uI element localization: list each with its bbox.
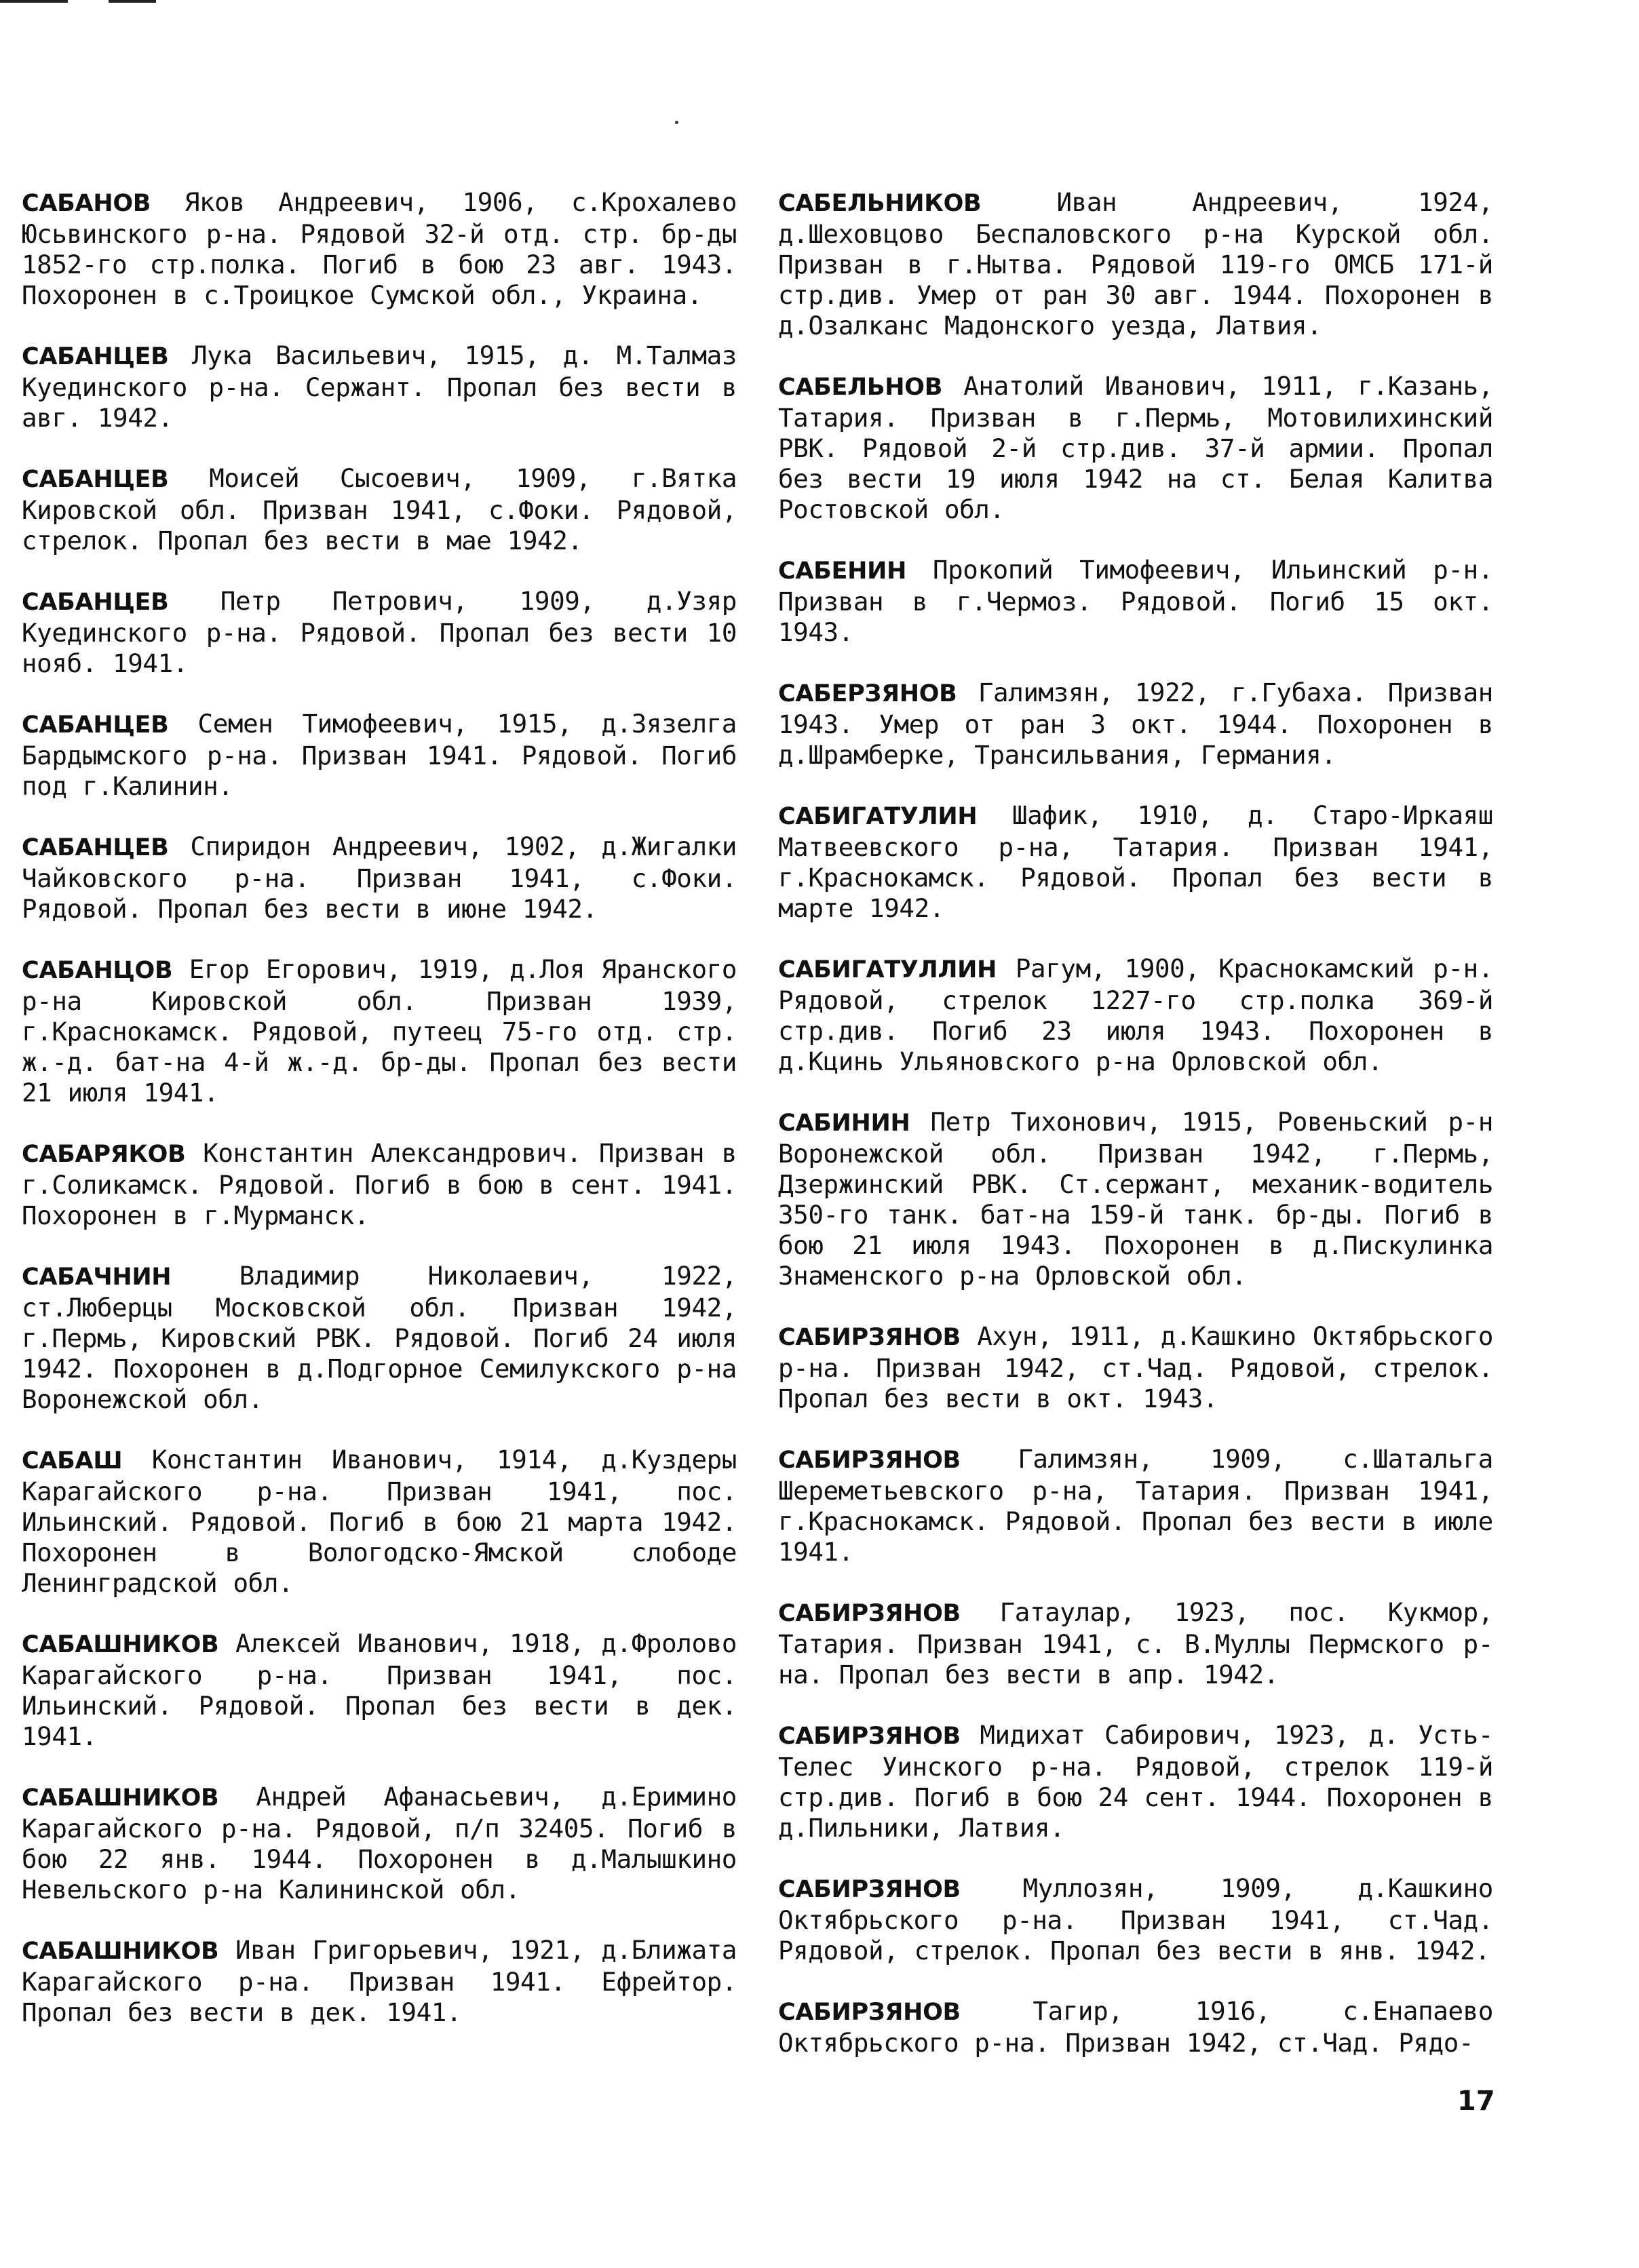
entry-surname: САБИГАТУЛЛИН — [778, 956, 997, 983]
entry-text: Моисей Сысоевич, 1909, г.Вятка Кировской обл. Призван 1941, с.Фоки. Рядовой, стрелок. Пропал без вести в мае 1942. — [22, 463, 737, 555]
entry-surname: САБИГАТУЛИН — [778, 802, 978, 830]
entry-surname: САБЕРЗЯНОВ — [778, 680, 957, 707]
entry-text: Ахун, 1911, д.Кашкино Октябрьского р-на. Призван 1942, ст.Чад. Рядовой, стрелок. Пропал без вести в окт. 1943. — [778, 1321, 1494, 1413]
memorial-entry — [778, 1444, 1493, 1567]
right-column — [778, 161, 1493, 2088]
entry-surname: САБАШНИКОВ — [22, 1630, 219, 1658]
entry-text: Андрей Афанасьевич, д.Еримино Карагайского р-на. Рядовой, п/п 32405. Погиб в бою 22 янв. 1944. Похоронен в д.Малышкино Невельского р-на Калининской обл. — [22, 1781, 737, 1904]
entry-surname: САБИРЗЯНОВ — [778, 1998, 961, 2026]
entry-text: Спиридон Андреевич, 1902, д.Жигалки Чайковского р-на. Призван 1941, с.Фоки. Рядовой. Пропал без вести в июне 1942. — [22, 831, 737, 924]
entry-surname: САБЕЛЬНОВ — [778, 373, 943, 401]
memorial-entry — [22, 1935, 737, 2028]
entry-text: Алексей Иванович, 1918, д.Фролово Карагайского р-на. Призван 1941, пос. Ильинский. Рядовой. Пропал без вести в дек. 1941. — [22, 1628, 737, 1751]
entry-text: Рагум, 1900, Краснокамский р-н. Рядовой, стрелок 1227-го стр.полка 369-й стр.див. Погиб 23 июля 1943. Похоронен в д.Кцинь Ульяновского р-на Орловской обл. — [778, 953, 1493, 1076]
memorial-entry — [778, 1720, 1493, 1843]
scan-corner-mark — [109, 0, 156, 3]
entry-surname: САБАНЦЕВ — [22, 588, 169, 616]
entry-surname: САБАНОВ — [22, 189, 151, 217]
entry-surname: САБИРЗЯНОВ — [778, 1446, 961, 1474]
entry-surname: САБАШНИКОВ — [22, 1784, 219, 1812]
page-number: 17 — [1457, 2086, 1495, 2117]
memorial-entry — [22, 1261, 737, 1415]
entry-surname: САБИРЗЯНОВ — [778, 1875, 961, 1903]
entry-text: Муллозян, 1909, д.Кашкино Октябрьского р-на. Призван 1941, ст.Чад. Рядовой, стрелок. Пропал без вести в янв. 1942. — [778, 1873, 1493, 1966]
entry-surname: САБЕНИН — [778, 557, 907, 585]
entry-text: Иван Андреевич, 1924, д.Шеховцово Беспаловского р-на Курской обл. Призван в г.Нытва. Рядовой 119-го ОМСБ 171-й стр.див. Умер от ран 30 авг. 1944. Похоронен в д.Озалканс Мадонского уезда, Латвия. — [778, 187, 1493, 340]
entry-surname: САБИРЗЯНОВ — [778, 1599, 961, 1627]
entry-text: Лука Васильевич, 1915, д. М.Талмаз Куединского р-на. Сержант. Пропал без вести в авг. 1942. — [22, 340, 737, 433]
entry-surname: САБАЧНИН — [22, 1263, 172, 1291]
memorial-entry — [778, 954, 1493, 1077]
entry-text: Яков Андреевич, 1906, с.Крохалево Юсьвинского р-на. Рядовой 32-й отд. стр. бр-ды 1852-го стр.полка. Погиб в бою 23 авг. 1943. Похоронен в с.Троицкое Сумской обл., Украина. — [22, 187, 737, 310]
memorial-entry — [22, 463, 737, 556]
entry-text: Шафик, 1910, д. Старо-Иркаяш Матвеевского р-на, Татария. Призван 1941, г.Краснокамск. Рядовой. Пропал без вести в марте 1942. — [778, 800, 1493, 923]
memorial-entry — [778, 187, 1493, 341]
entry-text: Семен Тимофеевич, 1915, д.Зязелга Бардымского р-на. Призван 1941. Рядовой. Погиб под г.Калинин. — [22, 708, 737, 801]
memorial-entry — [778, 555, 1493, 648]
entry-surname: САБАНЦЕВ — [22, 834, 169, 861]
memorial-entry — [778, 1107, 1493, 1291]
entry-surname: САБЕЛЬНИКОВ — [778, 189, 982, 217]
memorial-entry — [778, 1321, 1493, 1414]
memorial-entry — [778, 1873, 1493, 1966]
memorial-entry — [778, 1597, 1493, 1690]
scan-corner-mark — [0, 0, 68, 3]
memorial-entry — [22, 1445, 737, 1599]
entry-text: Тагир, 1916, с.Енапаево Октябрьского р-на. Призван 1942, ст.Чад. Рядо- — [778, 1995, 1493, 2058]
entry-surname: САБАРЯКОВ — [22, 1140, 186, 1168]
memorial-entry — [22, 1138, 737, 1231]
memorial-entry — [22, 340, 737, 433]
entry-surname: САБАШ — [22, 1447, 123, 1474]
entry-surname: САБАНЦЕВ — [22, 465, 169, 493]
memorial-entry — [778, 678, 1493, 770]
memorial-entry — [778, 800, 1493, 924]
entry-surname: САБИНИН — [778, 1109, 910, 1137]
entry-text: Галимзян, 1909, с.Шатальга Шереметьевского р-на, Татария. Призван 1941, г.Краснокамск. Рядовой. Пропал без вести в июле 1941. — [778, 1443, 1493, 1567]
memorial-entry — [778, 1996, 1493, 2058]
memorial-entry — [22, 1782, 737, 1905]
memorial-entry — [22, 954, 737, 1108]
entry-surname: САБАШНИКОВ — [22, 1937, 219, 1965]
entry-text: Гатаулар, 1923, пос. Кукмор, Татария. Призван 1941, с. В.Муллы Пермского р-на. Пропал без вести в апр. 1942. — [778, 1597, 1493, 1689]
entry-surname: САБАНЦОВ — [22, 956, 173, 984]
entry-text: Петр Петрович, 1909, д.Узяр Куединского р-на. Рядовой. Пропал без вести 10 нояб. 1941. — [22, 585, 737, 678]
entry-surname: САБАНЦЕВ — [22, 711, 169, 739]
entry-text: Константин Александрович. Призван в г.Соликамск. Рядовой. Погиб в бою в сент. 1941. Похоронен в г.Мурманск. — [22, 1137, 737, 1230]
memorial-entry — [22, 586, 737, 679]
left-column — [22, 161, 737, 2058]
entry-surname: САБИРЗЯНОВ — [778, 1323, 961, 1351]
entry-text: Прокопий Тимофеевич, Ильинский р-н. Призван в г.Чермоз. Рядовой. Погиб 15 окт. 1943. — [778, 554, 1493, 647]
memorial-entry — [22, 832, 737, 924]
entry-text: Петр Тихонович, 1915, Ровеньский р-н Воронежской обл. Призван 1942, г.Пермь, Дзержинский РВК. Ст.сержант, механик-водитель 350-го танк. бат-на 159-й танк. бр-ды. Погиб в бою 21 июля 1943. Похоронен в д.Пискулинка Знаменского р-на Орловской обл. — [778, 1106, 1493, 1291]
entry-surname: САБИРЗЯНОВ — [778, 1722, 961, 1750]
entry-text: Мидихат Сабирович, 1923, д. Усть-Телес Уинского р-на. Рядовой, стрелок 119-й стр.див. Погиб в бою 24 сент. 1944. Похоронен в д.Пильники, Латвия. — [778, 1719, 1493, 1843]
memorial-entry — [22, 709, 737, 802]
entry-text: Иван Григорьевич, 1921, д.Ближата Карагайского р-на. Призван 1941. Ефрейтор. Пропал без вести в дек. 1941. — [22, 1934, 737, 2027]
memorial-entry — [778, 371, 1493, 525]
entry-text: Владимир Николаевич, 1922, ст.Люберцы Московской обл. Призван 1942, г.Пермь, Кировский РВК. Рядовой. Погиб 24 июля 1942. Похоронен в д.Подгорное Семилукского р-на Воронежской обл. — [22, 1260, 737, 1414]
memorial-entry — [22, 187, 737, 311]
entry-text: Константин Иванович, 1914, д.Куздеры Карагайского р-на. Призван 1941, пос. Ильинский. Рядовой. Погиб в бою 21 марта 1942. Похоронен в Вологодско-Ямской слободе Ленинградской обл. — [22, 1444, 737, 1598]
entry-text: Галимзян, 1922, г.Губаха. Призван 1943. Умер от ран 3 окт. 1944. Похоронен в д.Шрамберке, Трансильвания, Германия. — [778, 677, 1493, 770]
entry-text: Егор Егорович, 1919, д.Лоя Яранского р-на Кировской обл. Призван 1939, г.Краснокамск. Рядовой, путеец 75-го отд. стр. ж.-д. бат-на 4-й ж.-д. бр-ды. Пропал без вести 21 июля 1941. — [22, 954, 737, 1108]
memorial-entry — [22, 1628, 737, 1752]
entry-text: Анатолий Иванович, 1911, г.Казань, Татария. Призван в г.Пермь, Мотовилихинский РВК. Рядовой 2-й стр.див. 37-й армии. Пропал без вести 19 июля 1942 на ст. Белая Калитва Ростовской обл. — [778, 370, 1493, 524]
scan-speck — [675, 121, 678, 124]
entry-surname: САБАНЦЕВ — [22, 343, 169, 370]
